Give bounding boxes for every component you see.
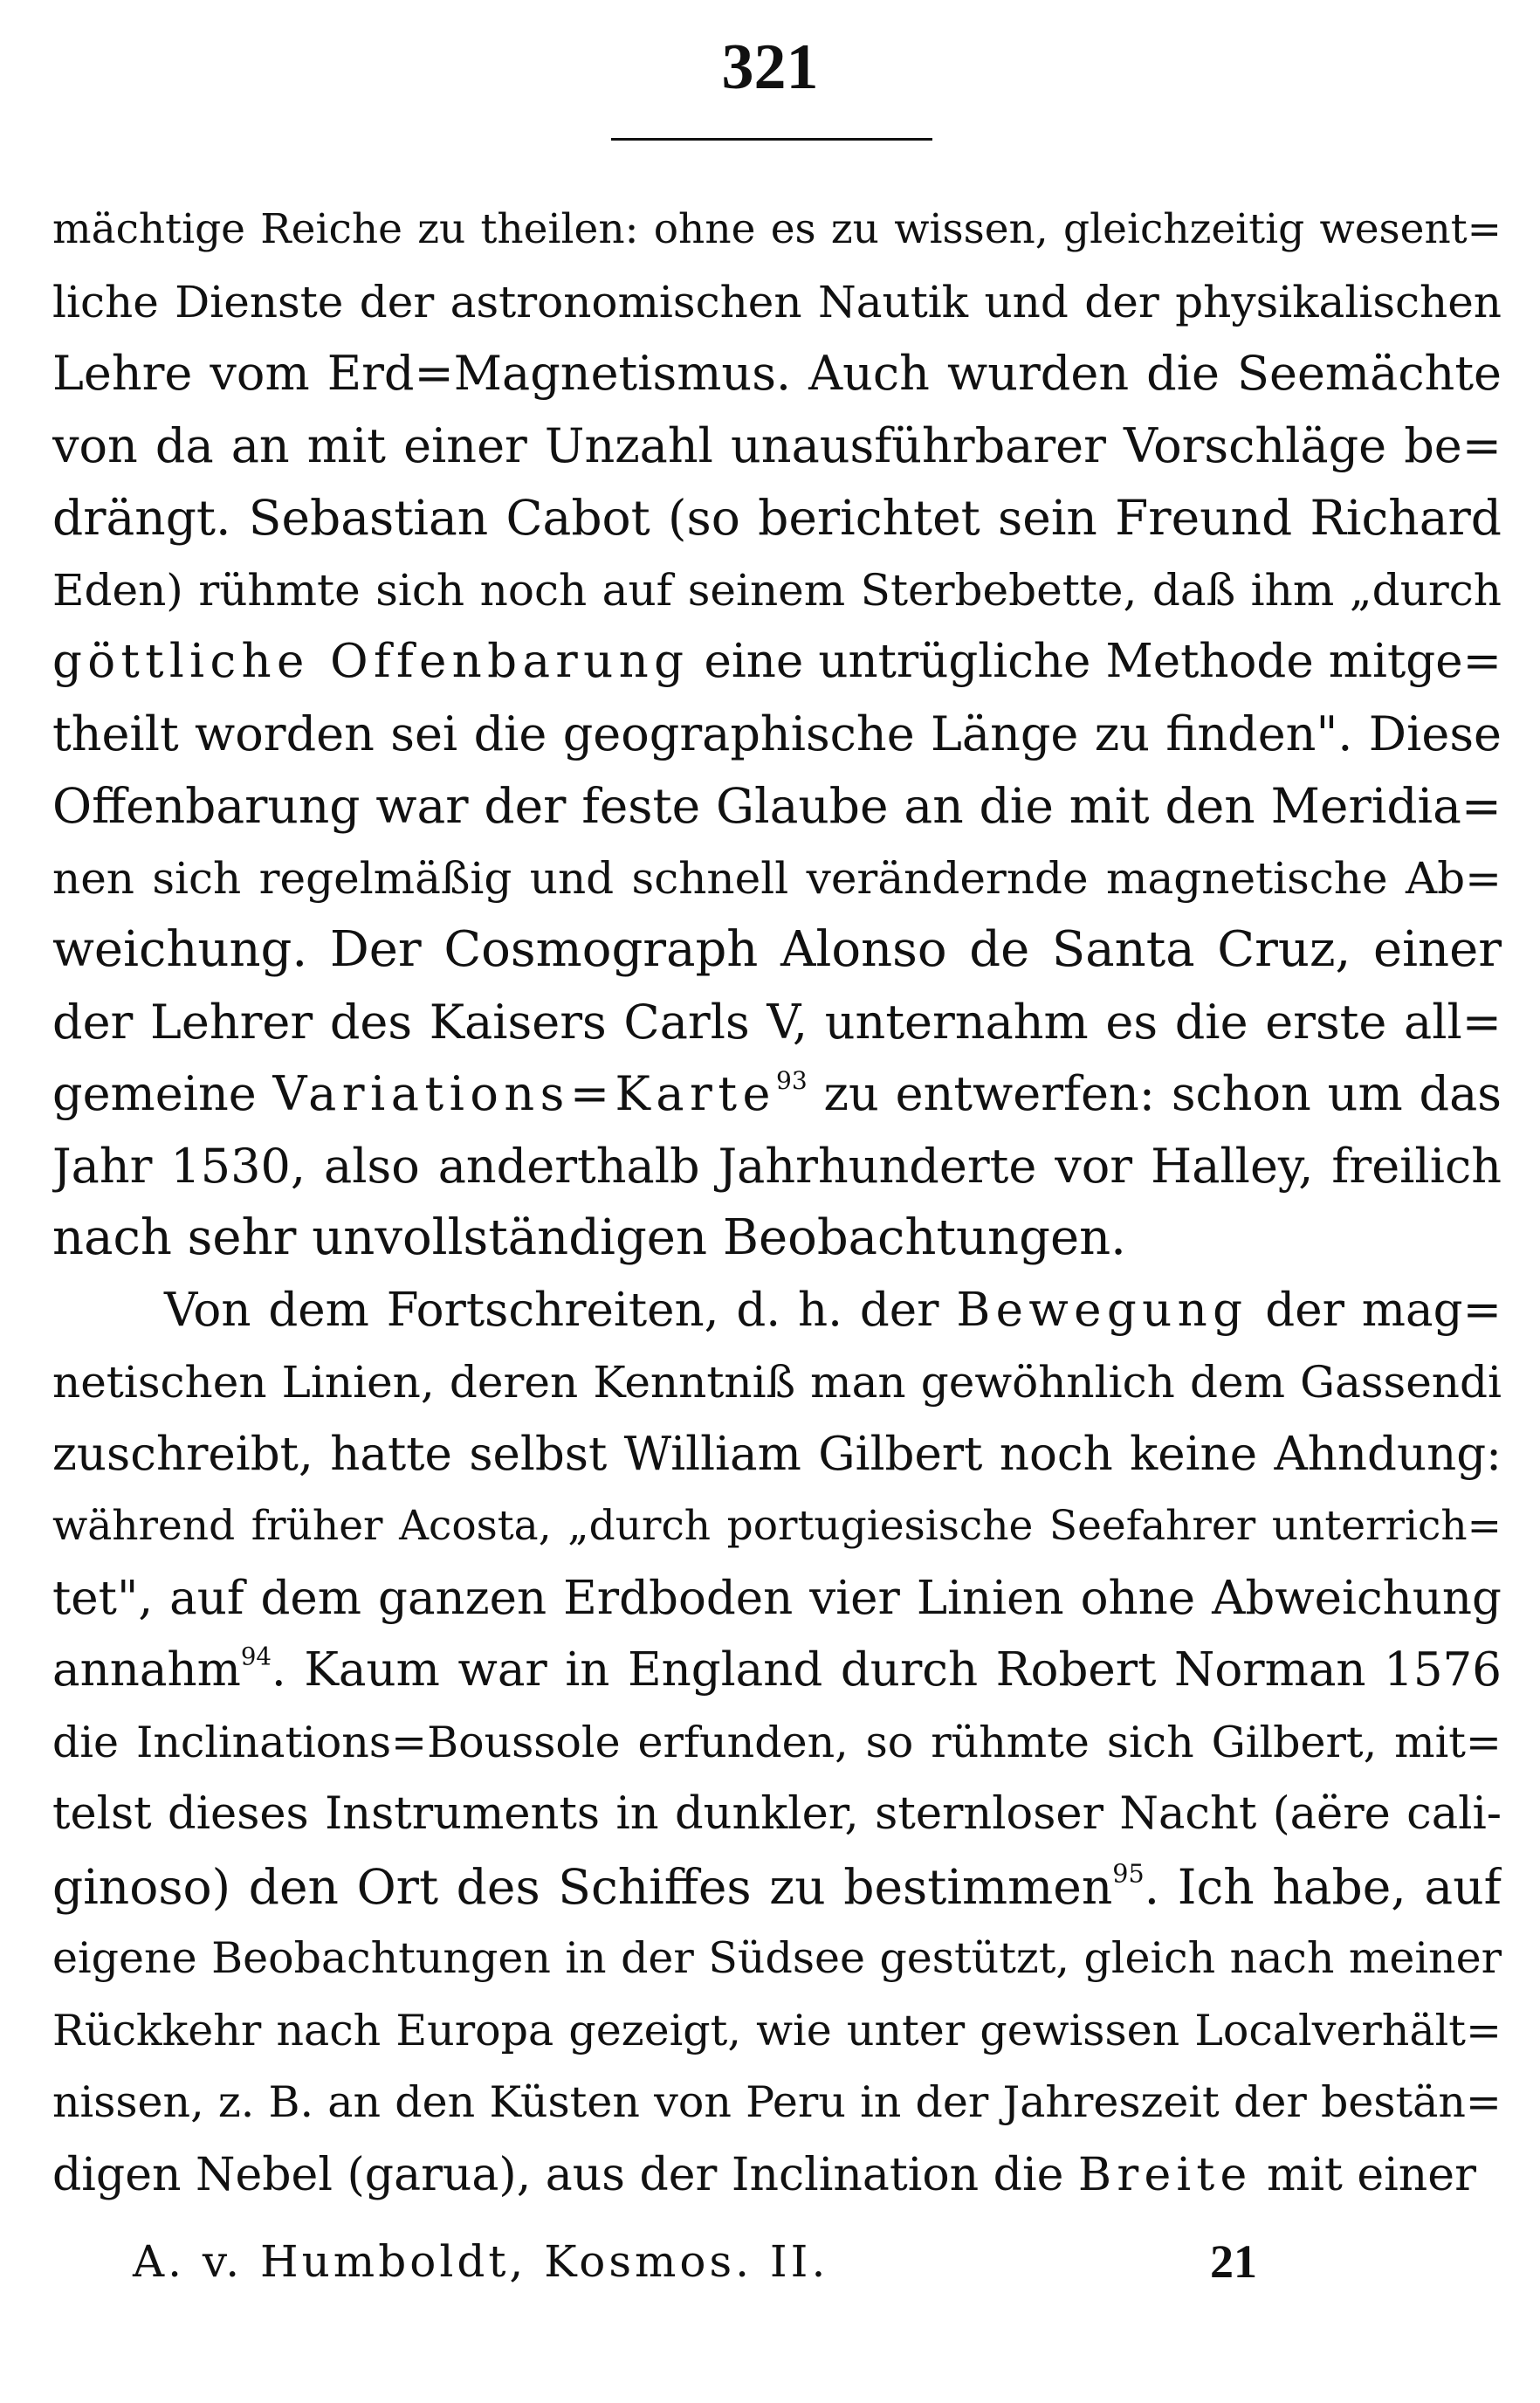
text-line	[52, 1779, 1502, 1851]
text-line	[52, 1419, 1502, 1491]
text-line	[52, 1058, 1502, 1131]
text-run: weichung. Der Cosmograph Alonso de Santa Cruz, einer	[52, 921, 1502, 978]
text-run: drängt. Sebastian Cabot (so berichtet sein Freund Richard	[52, 490, 1502, 546]
paragraph	[52, 194, 1502, 1275]
text-line	[52, 987, 1502, 1059]
text-line	[52, 914, 1502, 987]
footnote-marker: 93	[775, 1066, 808, 1096]
text-line	[52, 1923, 1502, 1995]
text-run: annahm	[52, 1643, 241, 1697]
text-run: Eden) rühmte sich noch auf seinem Sterbebette, daß ihm „durch	[52, 564, 1502, 616]
text-run: zu entwerfen: schon um das	[807, 1066, 1502, 1121]
text-line	[52, 338, 1502, 410]
text-run: Offenbarung war der feste Glaube an die mit den Meridia=	[52, 778, 1502, 834]
text-run: Von dem Fortschreiten, d. h. der	[164, 1283, 957, 1337]
text-run: netischen Linien, deren Kenntniß man gewöhnlich dem Gassendi	[52, 1357, 1502, 1408]
body-text	[52, 194, 1502, 2211]
text-line	[52, 554, 1502, 627]
emphasized-text: Breite	[1077, 2148, 1253, 2201]
text-run: nach sehr unvollständigen Beobachtungen.	[52, 1209, 1126, 1266]
text-run: . Ich habe, auf	[1144, 1858, 1502, 1915]
text-run: Rückkehr nach Europa gezeigt, wie unter gewissen Localverhält=	[52, 2005, 1502, 2055]
text-run: Jahr 1530, also anderthalb Jahrhunderte vor Halley, freilich	[52, 1138, 1502, 1194]
text-run: mit einer	[1252, 2148, 1476, 2201]
page-number: 321	[721, 31, 819, 103]
text-run: nen sich regelmäßig und schnell verändernde magnetische Ab=	[52, 852, 1502, 904]
emphasized-text: Variations=Karte	[272, 1066, 776, 1121]
text-run: . Kaum war in England durch Robert Norman 1576	[271, 1643, 1502, 1697]
text-run: eine untrügliche Methode mitge=	[689, 635, 1502, 688]
text-line	[52, 1563, 1502, 1635]
text-line	[52, 410, 1502, 483]
footnote-marker: 95	[1112, 1858, 1145, 1889]
text-line	[52, 1707, 1502, 1780]
text-run: die Inclinations=Boussole erfunden, so rühmte sich Gilbert, mit=	[52, 1717, 1502, 1767]
header-rule	[611, 138, 932, 141]
text-line	[52, 1131, 1502, 1203]
text-run: mächtige Reiche zu theilen: ohne es zu wissen, gleichzeitig wesent=	[52, 205, 1502, 253]
text-run: theilt worden sei die geographische Länge zu finden". Diese	[52, 706, 1502, 761]
text-line	[52, 266, 1502, 339]
text-line	[52, 2067, 1502, 2139]
text-run: telst dieses Instruments in dunkler, sternloser Nacht (aëre cali-	[52, 1788, 1502, 1840]
text-line	[52, 2139, 1502, 2212]
text-run: liche Dienste der astronomischen Nautik und der physikalischen	[52, 276, 1502, 327]
text-line	[52, 1635, 1502, 1707]
emphasized-text: göttliche Offenbarung	[52, 635, 690, 688]
text-line	[52, 1851, 1502, 1924]
text-run: gemeine	[52, 1066, 273, 1121]
text-line	[52, 626, 1502, 699]
text-line	[52, 1275, 1502, 1347]
text-run: tet", auf dem ganzen Erdboden vier Linien ohne Abweichung	[52, 1571, 1502, 1625]
text-run: Lehre vom Erd=Magnetismus. Auch wurden die Seemächte	[52, 346, 1502, 401]
emphasized-text: Bewegung	[956, 1283, 1248, 1337]
text-run: der mag=	[1248, 1283, 1502, 1337]
page-footer	[52, 2227, 1502, 2296]
text-run: nissen, z. B. an den Küsten von Peru in der Jahreszeit der bestän=	[52, 2077, 1502, 2127]
text-run: während früher Acosta, „durch portugiesische Seefahrer unterrich=	[52, 1502, 1502, 1550]
text-run: digen Nebel (garua), aus der Inclination die	[52, 2148, 1078, 2201]
text-run: der Lehrer des Kaisers Carls V, unternahm es die erste all=	[52, 994, 1502, 1050]
text-line	[52, 1202, 1502, 1275]
text-line	[52, 1346, 1502, 1419]
text-line	[52, 194, 1502, 266]
footnote-marker: 94	[240, 1642, 272, 1671]
paragraph	[52, 1275, 1502, 2212]
text-line	[52, 1995, 1502, 2068]
text-line	[52, 843, 1502, 915]
text-line	[52, 770, 1502, 843]
text-line	[52, 1491, 1502, 1563]
sheet-signature: 21	[1210, 2235, 1257, 2288]
footer-author-work: A. v. Humboldt, Kosmos. II.	[133, 2236, 829, 2287]
text-line	[52, 482, 1502, 554]
text-run: eigene Beobachtungen in der Südsee gestützt, gleich nach meiner	[52, 1933, 1502, 1983]
text-run: zuschreibt, hatte selbst William Gilbert noch keine Ahndung:	[52, 1427, 1502, 1481]
text-run: ginoso) den Ort des Schiffes zu bestimmen	[52, 1858, 1113, 1915]
text-run: von da an mit einer Unzahl unausführbarer Vorschläge be=	[52, 417, 1502, 473]
text-line	[52, 699, 1502, 771]
